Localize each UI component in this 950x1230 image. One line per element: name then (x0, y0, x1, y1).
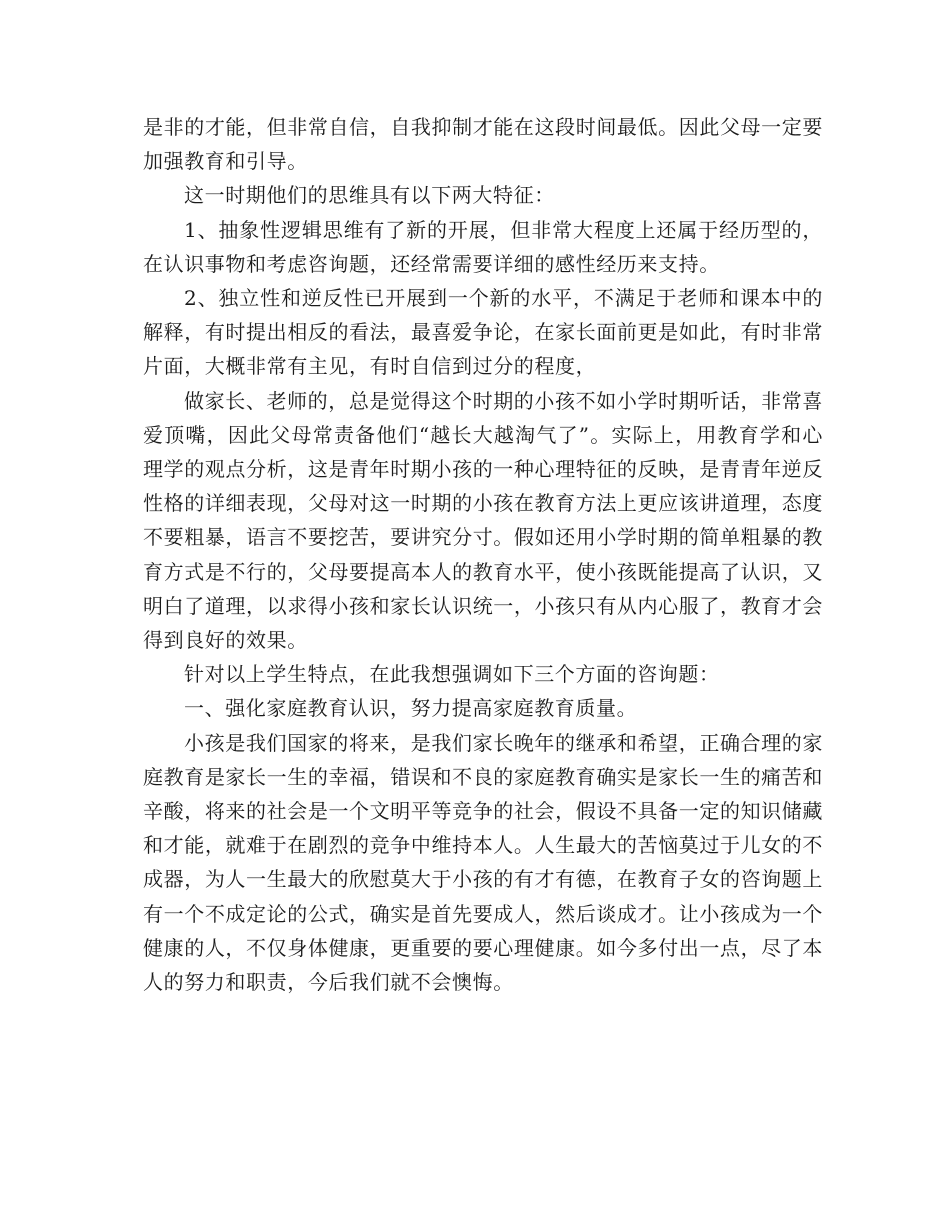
paragraph-5: 做家长、老师的，总是觉得这个时期的小孩不如小学时期听话，非常喜爱顶嘴，因此父母常责备他们“越长大越淘气了”。实际上，用教育学和心理学的观点分析，这是青年时期小孩的一种心理特征的反映，是青青年逆反性格的详细表现，父母对这一时期的小孩在教育方法上更应该讲道理，态度不要粗暴，语言不要挖苦，要讲究分寸。假如还用小学时期的简单粗暴的教育方式是不行的，父母要提高本人的教育水平，使小孩既能提高了认识，又明白了道理，以求得小孩和家长认识统一，小孩只有从内心服了，教育才会得到良好的效果。 (143, 388, 823, 653)
section-heading-1: 一、强化家庭教育认识，努力提高家庭教育质量。 (184, 696, 638, 721)
paragraph-7: 小孩是我们国家的将来，是我们家长晚年的继承和希望，正确合理的家庭教育是家长一生的幸福，错误和不良的家庭教育确实是家长一生的痛苦和辛酸，将来的社会是一个文明平等竞争的社会，假设不具备一定的知识储藏和才能，就难于在剧烈的竞争中维持本人。人生最大的苦恼莫过于儿女的不成器，为人一生最大的欣慰莫大于小孩的有才有德，在教育子女的咨询题上有一个不成定论的公式，确实是首先要成人，然后谈成才。让小孩成为一个健康的人，不仅身体健康，更重要的要心理健康。如今多付出一点，尽了本人的努力和职责，今后我们就不会懊悔。 (143, 730, 823, 995)
paragraph-6: 针对以上学生特点，在此我想强调如下三个方面的咨询题： (184, 662, 720, 687)
document-body (143, 110, 823, 999)
paragraph-3: 1、抽象性逻辑思维有了新的开展，但非常大程度上还属于经历型的，在认识事物和考虑咨询题，还经常需要详细的感性经历来支持。 (143, 217, 823, 276)
paragraph-4: 2、独立性和逆反性已开展到一个新的水平，不满足于老师和课本中的解释，有时提出相反的看法，最喜爱争论，在家长面前更是如此，有时非常片面，大概非常有主见，有时自信到过分的程度， (143, 286, 823, 379)
paragraph-1: 是非的才能，但非常自信，自我抑制才能在这段时间最低。因此父母一定要加强教育和引导。 (143, 115, 823, 174)
paragraph-2: 这一时期他们的思维具有以下两大特征： (184, 183, 555, 208)
